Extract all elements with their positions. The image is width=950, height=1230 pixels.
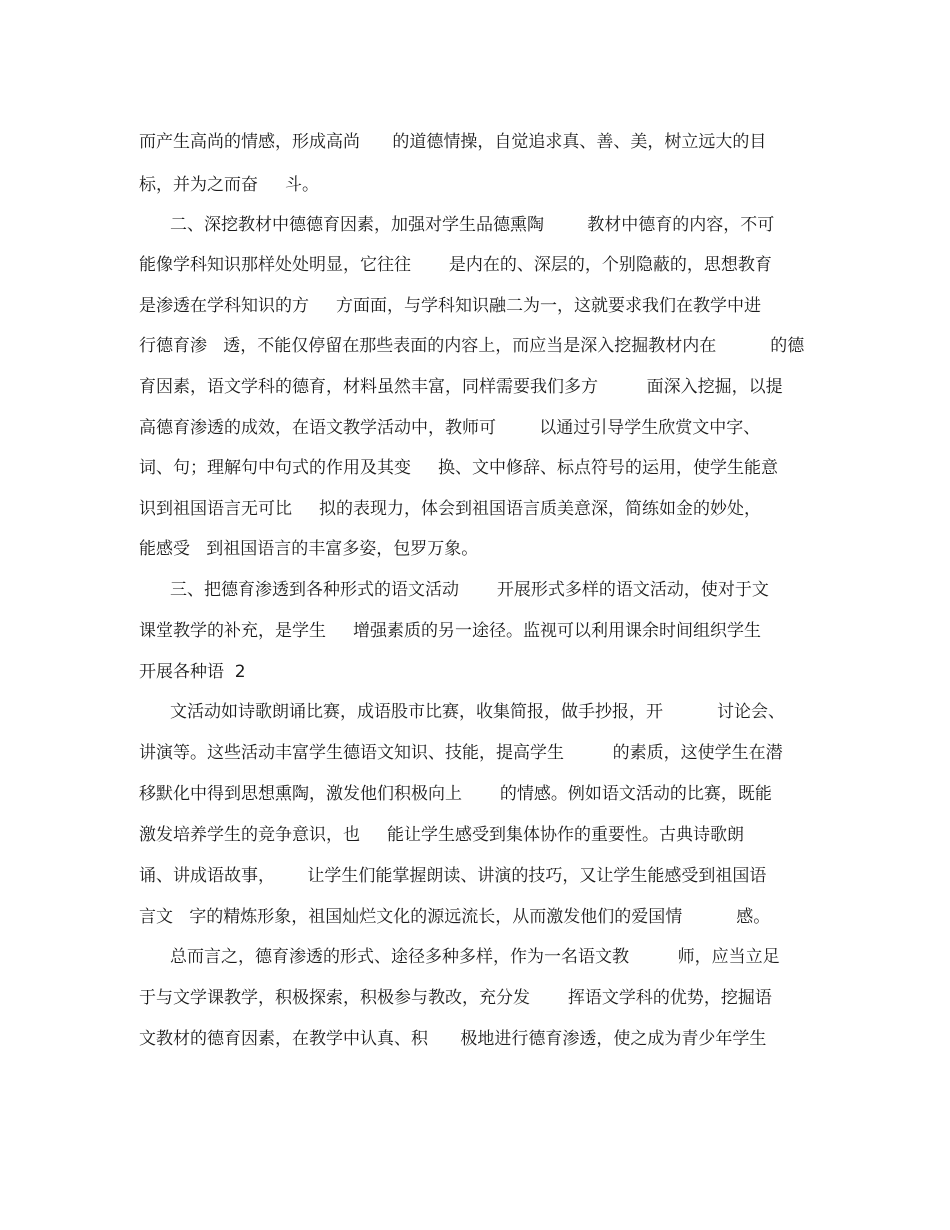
text-line: 文活动如诗歌朗诵比赛，成语股市比赛，收集简报，做手抄报，开 讨论会、 xyxy=(170,702,786,722)
text-line: 能像学科知识那样处处明显，它往往 是内在的、深层的，个别隐蔽的，思想教育 xyxy=(139,255,772,275)
text-line: 育因素，语文学科的德育，材料虽然丰富，同样需要我们多方 面深入挖掘，以提 xyxy=(139,377,783,397)
text-line: 而产生高尚的情感，形成高尚 的道德情操，自觉追求真、善、美，树立远大的目 xyxy=(139,132,767,152)
text-line: 移默化中得到思想熏陶，激发他们积极向上 的情感。例如语文活动的比赛，既能 xyxy=(139,784,772,804)
text-line: 课堂教学的补充，是学生 增强素质的另一途径。监视可以利用课余时间组织学生 xyxy=(139,621,762,641)
text-line: 识到祖国语言无可比 拟的表现力，体会到祖国语言质美意深，简练如金的妙处， xyxy=(139,499,762,519)
text-line: 是渗透在学科知识的方 方面面，与学科知识融二为一，这就要求我们在教学中进 xyxy=(139,296,762,316)
text-line: 讲演等。这些活动丰富学生德语文知识、技能，提高学生 的素质，这使学生在潜 xyxy=(139,743,783,763)
text-line: 文教材的德育因素，在教学中认真、积 极地进行德育渗透，使之成为青少年学生 xyxy=(139,1029,767,1049)
text-line: 能感受 到祖国语言的丰富多姿，包罗万象。 xyxy=(139,539,479,559)
text-line: 高德育渗透的成效，在语文教学活动中，教师可 以通过引导学生欣赏文中字、 xyxy=(139,418,761,438)
text-line: 行德育渗 透，不能仅停留在那些表面的内容上，而应当是深入挖掘教材内在 的德 xyxy=(139,336,805,356)
text-line: 标，并为之而奋 斗。 xyxy=(139,175,320,195)
text-line: 言文 字的精炼形象，祖国灿烂文化的源远流长，从而激发他们的爱国情 感。 xyxy=(139,907,771,927)
text-line: 于与文学课教学，积极探索，积极参与教改，充分发 挥语文学科的优势，挖掘语 xyxy=(139,988,772,1008)
text-line: 总而言之，德育渗透的形式、途径多种多样，作为一名语文教 师，应当立足 xyxy=(170,947,780,967)
text-line: 诵、讲成语故事， 让学生们能掌握朗读、讲演的技巧，又让学生能感受到祖国语 xyxy=(139,866,767,886)
text-line: 三、把德育渗透到各种形式的语文活动 开展形式多样的语文活动，使对于文 xyxy=(170,580,769,600)
text-line: 词、句；理解句中句式的作用及其变 换、文中修辞、标点符号的运用，使学生能意 xyxy=(139,458,779,478)
text-line: 激发培养学生的竞争意识，也 能让学生感受到集体协作的重要性。古典诗歌朗 xyxy=(139,825,745,845)
text-line: 开展各种语 2 xyxy=(139,662,246,682)
text-line: 二、深挖教材中德德育因素，加强对学生品德熏陶 教材中德育的内容，不可 xyxy=(170,215,775,235)
